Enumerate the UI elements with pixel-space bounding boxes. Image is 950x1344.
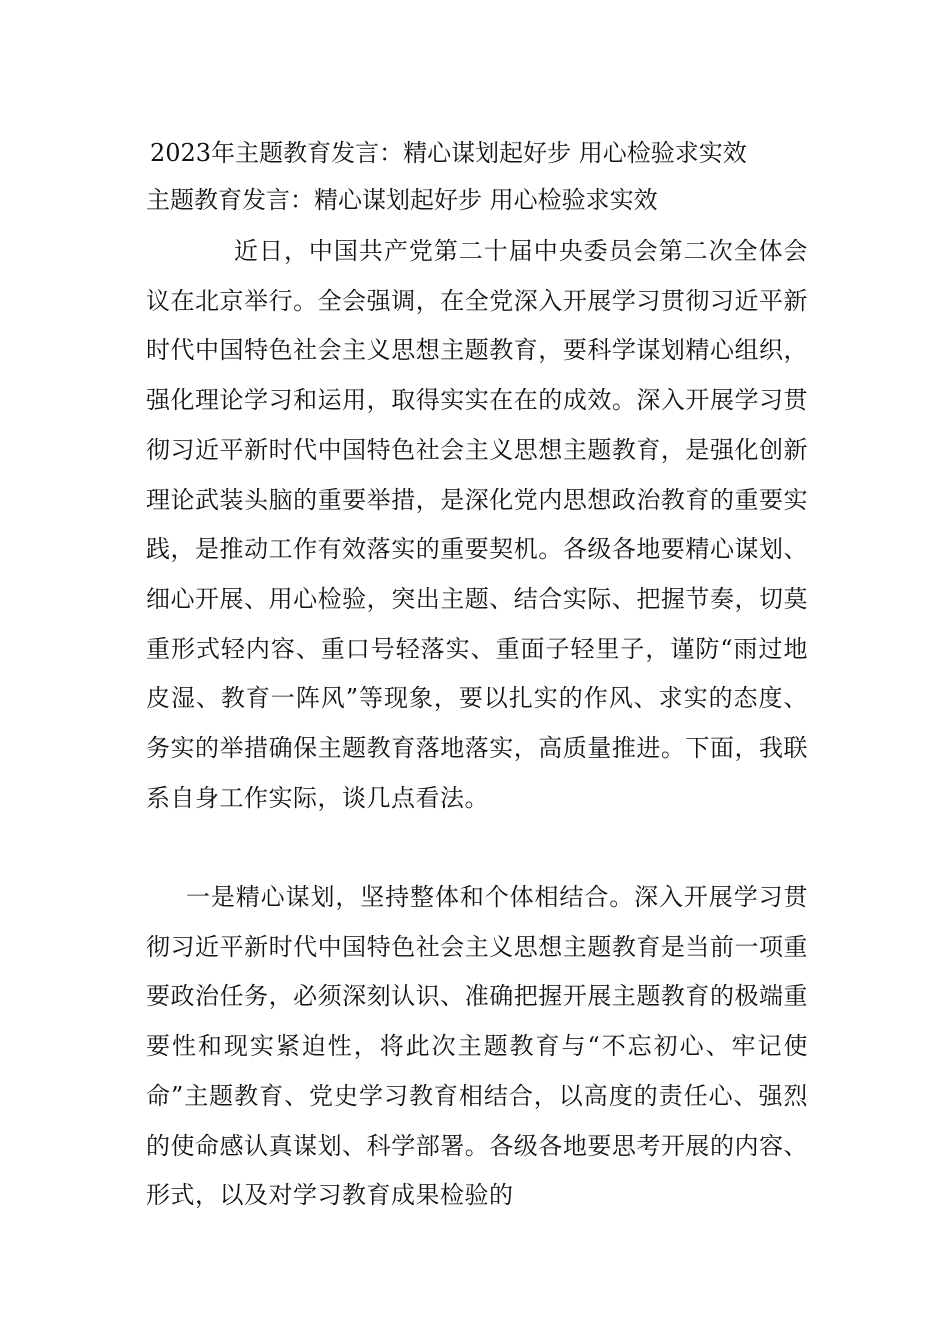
document-subtitle: 主题教育发言：精心谋划起好步 用心检验求实效 [146,186,658,214]
body-paragraph-1: 近日，中国共产党第二十届中央委员会第二次全体会议在北京举行。全会强调，在全党深入开展学习贯彻习近平新时代中国特色社会主义思想主题教育，要科学谋划精心组织，强化理论学习和运用，取得实实在在的成效。深入开展学习贯彻习近平新时代中国特色社会主义思想主题教育，是强化创新理论武装头脑的重要举措，是深化党内思想政治教育的重要实践，是推动工作有效落实的重要契机。各级各地要精心谋划、细心开展、用心检验，突出主题、结合实际、把握节奏，切莫重形式轻内容、重口号轻落实、重面子轻里子，谨防“雨过地皮湿、教育一阵风”等现象，要以扎实的作风、求实的态度、务实的举措确保主题教育落地落实，高质量推进。下面，我联系自身工作实际，谈几点看法。 [146,237,808,812]
document-title: 2023年主题教育发言：精心谋划起好步 用心检验求实效 [150,139,747,167]
body-paragraph-2: 一是精心谋划，坚持整体和个体相结合。深入开展学习贯彻习近平新时代中国特色社会主义思想主题教育是当前一项重要政治任务，必须深刻认识、准确把握开展主题教育的极端重要性和现实紧迫性，将此次主题教育与“不忘初心、牢记使命”主题教育、党史学习教育相结合，以高度的责任心、强烈的使命感认真谋划、科学部署。各级各地要思考开展的内容、形式，以及对学习教育成果检验的 [146,883,808,1210]
